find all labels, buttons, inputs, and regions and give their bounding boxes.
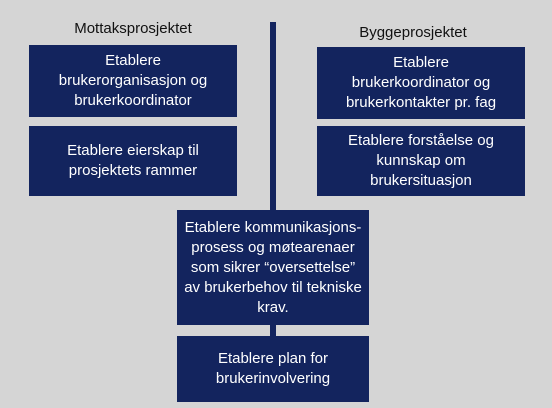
box-center-involvement-plan: Etablere plan for brukerinvolvering — [177, 336, 369, 402]
box-center-communication-process: Etablere kommunikasjons- prosess og møtearenaer som sikrer “oversettelse” av brukerbehov til tekniske krav. — [177, 210, 369, 325]
left-column-header: Mottaksprosjektet — [74, 20, 192, 37]
right-column-header: Byggeprosjektet — [359, 24, 467, 41]
center-divider-line — [270, 22, 276, 214]
box-right-establish-user-coordinator: Etablere brukerkoordinator og brukerkontakter pr. fag — [317, 47, 525, 119]
box-right-establish-understanding: Etablere forståelse og kunnskap om brukersituasjon — [317, 126, 525, 196]
box-left-establish-ownership: Etablere eierskap til prosjektets rammer — [29, 126, 237, 196]
box-left-establish-user-organization: Etablere brukerorganisasjon og brukerkoordinator — [29, 45, 237, 117]
